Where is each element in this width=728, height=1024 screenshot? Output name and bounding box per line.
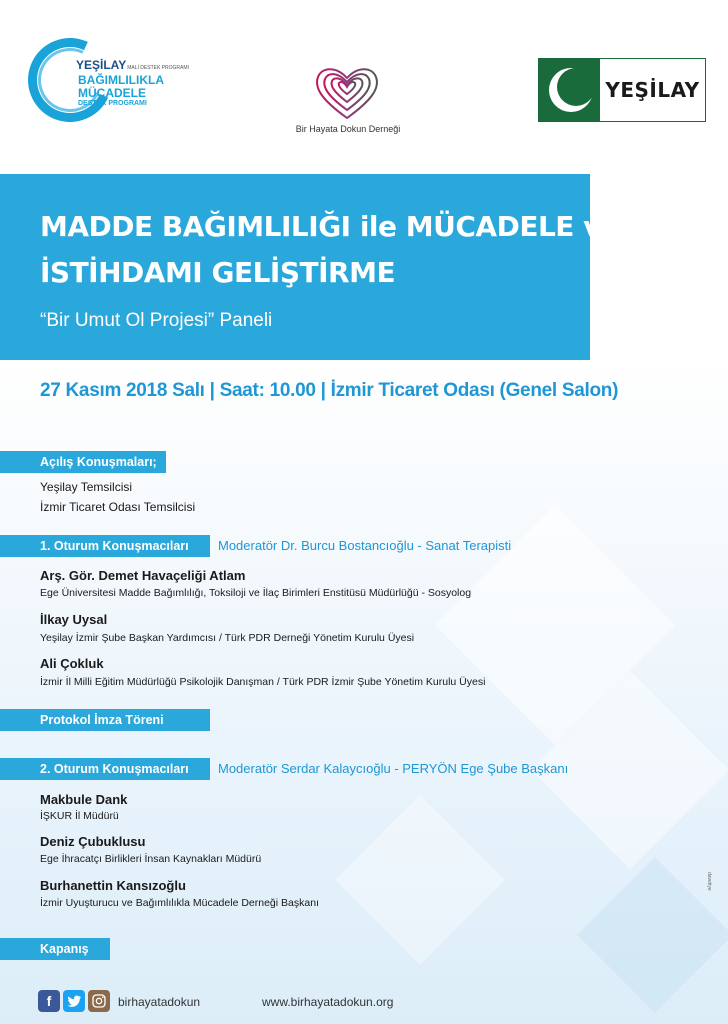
speaker-name: Deniz Çubuklusu xyxy=(40,834,146,849)
speaker-role: Ege İhracatçı Birlikleri İnsan Kaynakları Müdürü xyxy=(40,853,262,865)
vertical-credit: davetiye xyxy=(706,872,712,891)
event-info: 27 Kasım 2018 Salı | Saat: 10.00 | İzmir Ticaret Odası (Genel Salon) xyxy=(40,380,619,401)
speaker-name: İlkay Uysal xyxy=(40,612,108,627)
website-link[interactable]: www.birhayatadokun.org xyxy=(262,995,394,1009)
opening-item: Yeşilay Temsilcisi xyxy=(40,480,133,494)
protocol-label: Protokol İmza Töreni xyxy=(0,709,210,731)
speaker-role: İzmir İl Milli Eğitim Müdürlüğü Psikolojik Danışman / Türk PDR İzmir Şube Yönetim Kurulu Üyesi xyxy=(40,676,486,688)
facebook-icon[interactable]: f xyxy=(38,990,60,1012)
speaker-role: İŞKUR İl Müdürü xyxy=(40,810,119,822)
yesilay-wordmark: YEŞİLAY xyxy=(600,59,705,121)
opening-label: Açılış Konuşmaları; xyxy=(0,451,166,473)
speaker-role: İzmir Uyuşturucu ve Bağımlılıkla Mücadele Derneği Başkanı xyxy=(40,897,319,909)
speaker-name: Makbule Dank xyxy=(40,792,128,807)
social-handle[interactable]: birhayatadokun xyxy=(118,995,201,1009)
speaker-name: Ali Çokluk xyxy=(40,656,104,671)
crescent-icon xyxy=(542,61,600,119)
session2-label: 2. Oturum Konuşmacıları xyxy=(0,758,210,780)
speaker-role: Yeşilay İzmir Şube Başkan Yardımcısı / Türk PDR Derneği Yönetim Kurulu Üyesi xyxy=(40,632,415,644)
logo-line1: YEŞİLAYMALİ DESTEK PROGRAMI xyxy=(76,58,189,72)
speaker-name: Arş. Gör. Demet Havaçeliği Atlam xyxy=(40,568,246,583)
page-title: MADDE BAĞIMLILIĞI ile MÜCADELE ve İSTİHDAMI GELİŞTİRME xyxy=(40,210,620,289)
social-icons xyxy=(38,990,110,1012)
speaker-name: Burhanettin Kansızoğlu xyxy=(40,878,186,893)
instagram-icon[interactable] xyxy=(88,990,110,1012)
bir-hayata-dokun-caption: Bir Hayata Dokun Derneği xyxy=(295,124,401,134)
session1-moderator: Moderatör Dr. Burcu Bostancıoğlu - Sanat Terapisti xyxy=(218,538,512,553)
twitter-icon[interactable] xyxy=(63,990,85,1012)
logo-line2: BAĞIMLILIKLA MÜCADELE xyxy=(78,73,164,100)
session1-label: 1. Oturum Konuşmacıları xyxy=(0,535,210,557)
session2-moderator: Moderatör Serdar Kalaycıoğlu - PERYÖN Ege Şube Başkanı xyxy=(218,761,569,776)
bir-hayata-dokun-logo xyxy=(278,60,418,140)
closing-label: Kapanış xyxy=(0,938,110,960)
page-subtitle: “Bir Umut Ol Projesi” Paneli xyxy=(40,310,273,331)
opening-item: İzmir Ticaret Odası Temsilcisi xyxy=(40,500,196,514)
fingerprint-heart-icon xyxy=(312,64,382,120)
yesilay-logo xyxy=(538,58,706,122)
speaker-role: Ege Üniversitesi Madde Bağımlılığı, Toksiloji ve İlaç Birimleri Enstitüsü Müdürlüğü - Sosyolog xyxy=(40,587,472,599)
title-band xyxy=(0,174,620,360)
logo-line4: DESTEK PROGRAMI xyxy=(78,100,147,107)
yesilay-program-logo xyxy=(26,36,189,126)
